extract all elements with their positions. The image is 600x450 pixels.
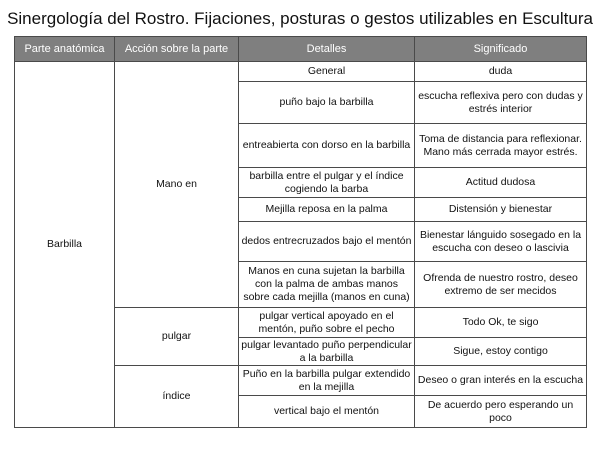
action-cell-indice: índice (115, 366, 239, 428)
detail-cell: barbilla entre el pulgar y el índice cogiendo la barba (239, 168, 415, 198)
meaning-cell: Toma de distancia para reflexionar. Mano más cerrada mayor estrés. (415, 124, 587, 168)
action-cell-mano: Mano en (115, 62, 239, 308)
detail-cell: Manos en cuna sujetan la barbilla con la palma de ambas manos sobre cada mejilla (manos en cuna) (239, 262, 415, 308)
detail-cell: vertical bajo el mentón (239, 396, 415, 428)
meaning-cell: De acuerdo pero esperando un poco (415, 396, 587, 428)
detail-cell: dedos entrecruzados bajo el mentón (239, 222, 415, 262)
detail-cell: Mejilla reposa en la palma (239, 198, 415, 222)
table-header (15, 37, 587, 62)
header-detalles: Detalles (239, 37, 415, 62)
meaning-cell: Bienestar lánguido sosegado en la escucha con deseo o lascivia (415, 222, 587, 262)
meaning-cell: Distensión y bienestar (415, 198, 587, 222)
header-significado: Significado (415, 37, 587, 62)
detail-cell: pulgar levantado puño perpendicular a la barbilla (239, 338, 415, 366)
table-row (15, 62, 587, 82)
part-cell: Barbilla (15, 62, 115, 428)
gesture-table (14, 36, 587, 428)
table-body (15, 62, 587, 428)
meaning-cell: Deseo o gran interés en la escucha (415, 366, 587, 396)
detail-cell: puño bajo la barbilla (239, 82, 415, 124)
header-row (15, 37, 587, 62)
header-accion: Acción sobre la parte (115, 37, 239, 62)
action-cell-pulgar: pulgar (115, 308, 239, 366)
detail-cell: entreabierta con dorso en la barbilla (239, 124, 415, 168)
detail-cell: Puño en la barbilla pulgar extendido en la mejilla (239, 366, 415, 396)
meaning-cell: duda (415, 62, 587, 82)
meaning-cell: Todo Ok, te sigo (415, 308, 587, 338)
meaning-cell: escucha reflexiva pero con dudas y estrés interior (415, 82, 587, 124)
meaning-cell: Actitud dudosa (415, 168, 587, 198)
meaning-cell: Sigue, estoy contigo (415, 338, 587, 366)
meaning-cell: Ofrenda de nuestro rostro, deseo extremo de ser mecidos (415, 262, 587, 308)
page-title: Sinergología del Rostro. Fijaciones, posturas o gestos utilizables en Escultura (7, 9, 593, 28)
detail-cell: General (239, 62, 415, 82)
detail-cell: pulgar vertical apoyado en el mentón, puño sobre el pecho (239, 308, 415, 338)
header-parte-anatomica: Parte anatómica (15, 37, 115, 62)
